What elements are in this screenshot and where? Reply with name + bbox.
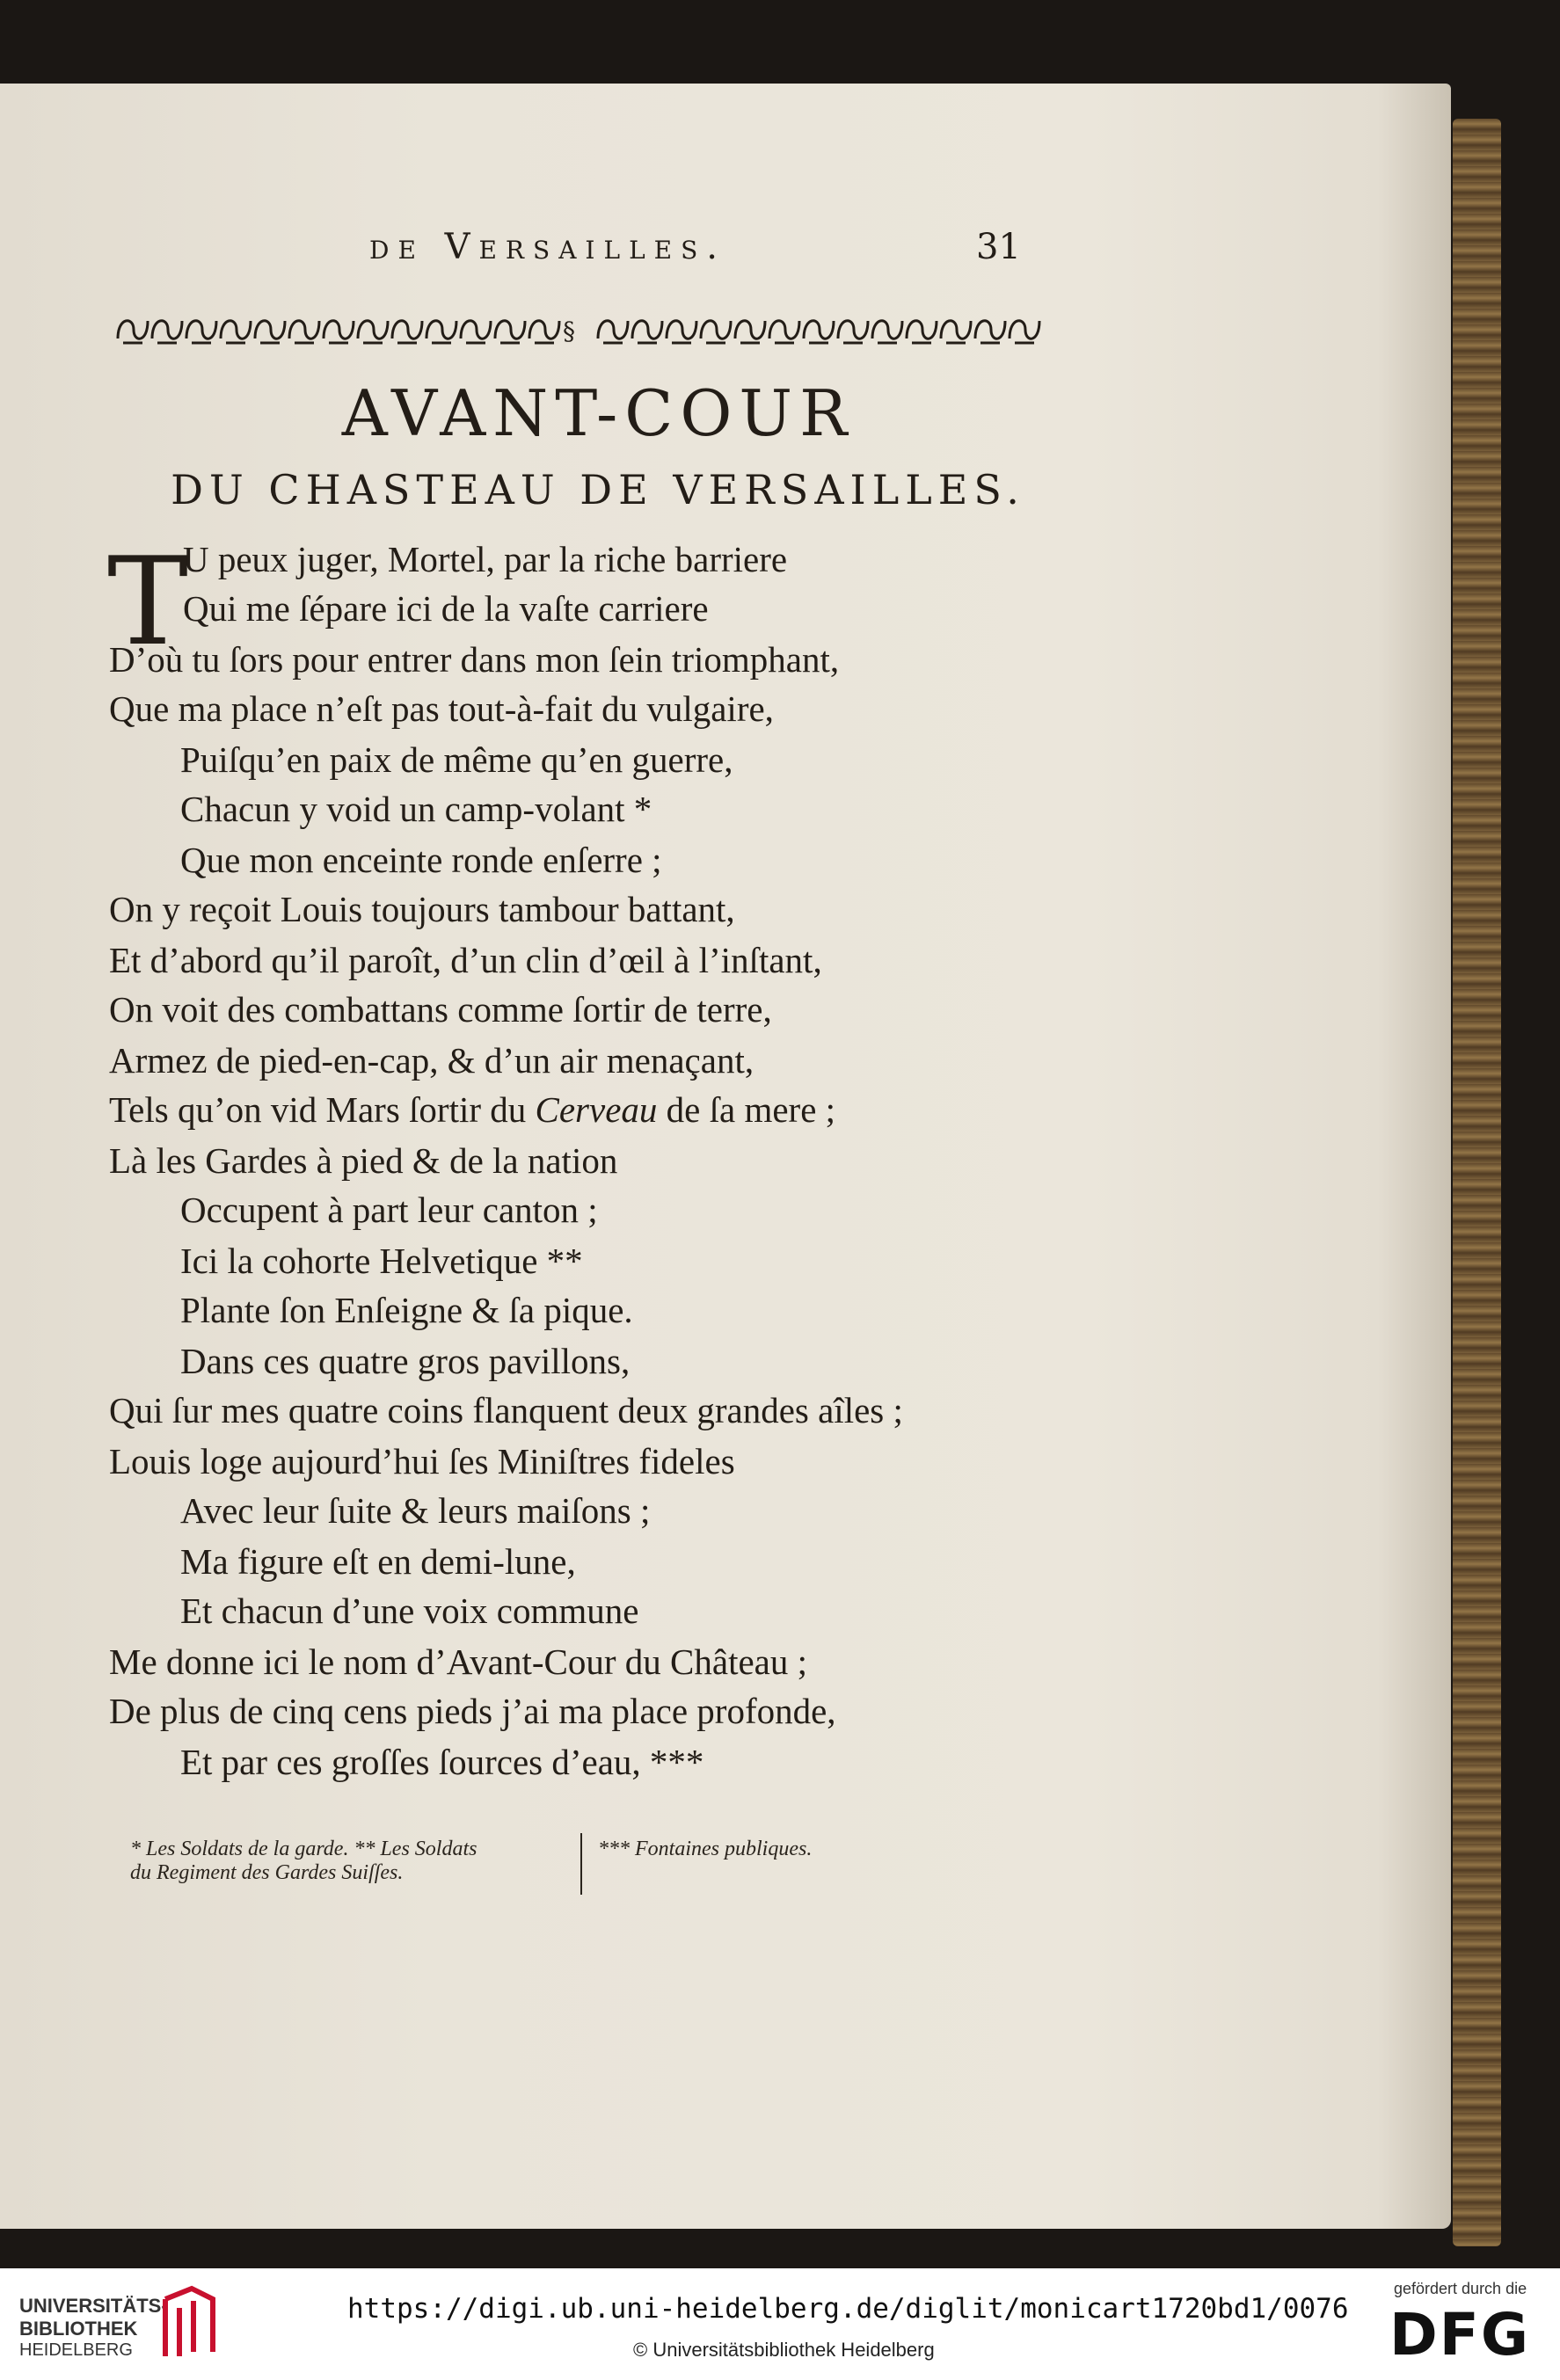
verse-line: Dans ces quatre gros pavillons, [180,1341,631,1381]
verse-line: Ma figure eſt en demi-lune, [180,1541,576,1582]
verse-line: Que mon enceinte ronde enſerre ; [180,840,662,880]
dfg-logo: DFG [1389,2301,1531,2369]
library-name-line: BIBLIOTHEK [19,2318,138,2340]
verse-line: On y reçoit Louis toujours tambour battant, [109,889,735,929]
footnote-right: *** Fontaines publiques. [598,1838,813,1860]
verse-line: Occupent à part leur canton ; [180,1190,598,1230]
drop-capital: T [107,531,189,673]
footnote-left [130,1838,477,1885]
verse-line: De plus de cinq cens pieds j’ai ma place profonde, [109,1691,836,1731]
verse-line: Ici la cohorte Helvetique ** [180,1241,583,1281]
verse-line: Chacun y void un camp-volant * [180,789,652,829]
italic-word: Cerveau [535,1089,658,1130]
ornament-center-icon: § [563,317,575,346]
footnote-divider [580,1833,582,1895]
verse-line: Et par ces groſſes ſources d’eau, *** [180,1742,704,1782]
verse-line: U peux juger, Mortel, par la riche barriere [183,539,788,579]
verse-line: Louis loge aujourd’hui ſes Miniſtres fideles [109,1441,735,1481]
verse-line: Qui me ſépare ici de la vaſte carriere [183,588,709,629]
permalink-url[interactable]: https://digi.ub.uni-heidelberg.de/diglit/monicart1720bd1/0076 [347,2293,1349,2325]
verse-line: D’où tu ſors pour entrer dans mon ſein triomphant, [109,639,840,680]
page-subtitle: DU CHASTEAU DE VERSAILLES. [171,466,1025,513]
funded-by-label: gefördert durch die [1394,2280,1527,2297]
library-name [19,2295,168,2340]
verse-line: Là les Gardes à pied & de la nation [109,1140,618,1181]
footnote-line: * Les Soldats de la garde. ** Les Soldats [130,1838,477,1860]
verse-line: Et chacun d’une voix commune [180,1590,639,1631]
library-city: HEIDELBERG [19,2340,133,2360]
verse-line: On voit des combattans comme ſortir de terre, [109,989,772,1030]
footnote-line: du Regiment des Gardes Suiſſes. [130,1861,404,1884]
running-head: de Versailles. [369,227,726,267]
verse-line: Avec leur ſuite & leurs maiſons ; [180,1490,651,1531]
verse-line: Et d’abord qu’il paroît, d’un clin d’œil à l’inſtant, [109,940,822,980]
verse-line: Plante ſon Enſeigne & ſa pique. [180,1290,633,1330]
page-title: AVANT-COUR [341,376,855,450]
library-name-line: UNIVERSITÄTS- [19,2295,168,2317]
verse-line: Tels qu’on vid Mars ſortir du Cerveau de ſa mere ; [109,1089,836,1130]
ornament-band-icon [114,308,1046,352]
verse-line: Armez de pied-en-cap, & d’un air menaçant, [109,1040,754,1081]
verse-line: Me donne ici le nom d’Avant-Cour du Château ; [109,1641,807,1682]
verse-line: Puiſqu’en paix de même qu’en guerre, [180,739,733,780]
library-logo-icon [158,2282,220,2361]
verse-line: Que ma place n’eſt pas tout-à-fait du vulgaire, [109,688,774,729]
gilt-edge [1453,119,1501,2246]
copyright-notice: © Universitätsbibliothek Heidelberg [633,2339,935,2361]
page-number: 31 [976,227,1021,267]
verse-line: Qui ſur mes quatre coins flanquent deux grandes aîles ; [109,1390,903,1430]
